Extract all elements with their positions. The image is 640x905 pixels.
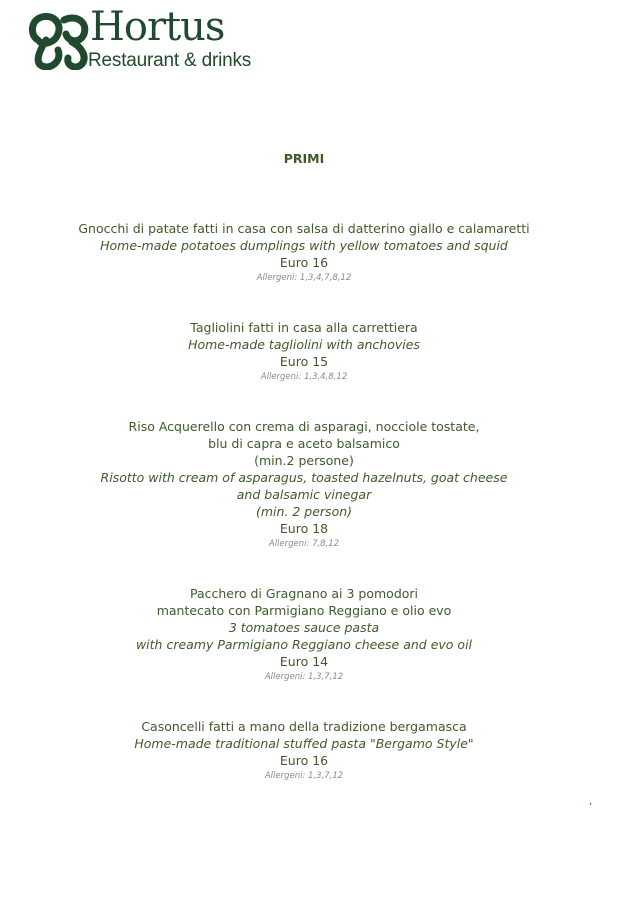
dish-name-en: 3 tomatoes sauce pasta	[228, 620, 380, 635]
menu-item	[0, 718, 608, 783]
dish-allergens: Allergeni: 1,3,7,12	[264, 672, 344, 682]
dish-name-it: Gnocchi di patate fatti in casa con salsa di datterino giallo e calamaretti	[78, 221, 530, 236]
dish-allergens: Allergeni: 1,3,7,12	[264, 771, 344, 781]
brand-logo	[28, 4, 268, 71]
dish-price: Euro 16	[279, 255, 329, 270]
dish-price: Euro 16	[279, 753, 329, 768]
dish-name-it: blu di capra e aceto balsamico	[208, 436, 400, 451]
menu-item	[0, 418, 608, 551]
dish-name-en: Home-made potatoes dumplings with yellow tomatoes and squid	[100, 238, 508, 253]
dish-price: Euro 18	[279, 521, 329, 536]
dish-name-en: and balsamic vinegar	[236, 487, 372, 502]
dish-allergens: Allergeni: 1,3,4,8,12	[260, 372, 348, 382]
menu-item	[0, 319, 608, 384]
brand-tagline: Restaurant & drinks	[88, 50, 252, 71]
dish-name-it: Riso Acquerello con crema di asparagi, nocciole tostate,	[128, 419, 480, 434]
brand-name: Hortus	[90, 4, 225, 50]
dish-price: Euro 14	[279, 654, 329, 669]
dish-name-en: Home-made traditional stuffed pasta "Bergamo Style"	[134, 736, 474, 751]
dish-name-it: Tagliolini fatti in casa alla carrettiera	[190, 320, 418, 335]
dish-name-it: mantecato con Parmigiano Reggiano e olio evo	[156, 603, 452, 618]
section-title: PRIMI	[283, 151, 325, 166]
dish-allergens: Allergeni: 1,3,4,7,8,12	[256, 273, 352, 283]
dish-name-it: Pacchero di Gragnano ai 3 pomodori	[189, 586, 419, 601]
menu-item	[0, 220, 608, 285]
dish-name-en: with creamy Parmigiano Reggiano cheese and evo oil	[135, 637, 473, 652]
dish-name-en: (min. 2 person)	[255, 504, 353, 519]
dish-name-en: Risotto with cream of asparagus, toasted hazelnuts, goat cheese	[100, 470, 508, 485]
dish-name-en: Home-made tagliolini with anchovies	[188, 337, 420, 352]
dish-name-it: Casoncelli fatti a mano della tradizione bergamasca	[141, 719, 467, 734]
dish-allergens: Allergeni: 7,8,12	[268, 539, 340, 549]
menu-item	[0, 585, 608, 684]
dish-price: Euro 15	[279, 354, 329, 369]
page-mark: ,	[589, 796, 593, 807]
hortus-monogram-icon	[28, 12, 90, 70]
dish-name-it: (min.2 persone)	[254, 453, 354, 468]
